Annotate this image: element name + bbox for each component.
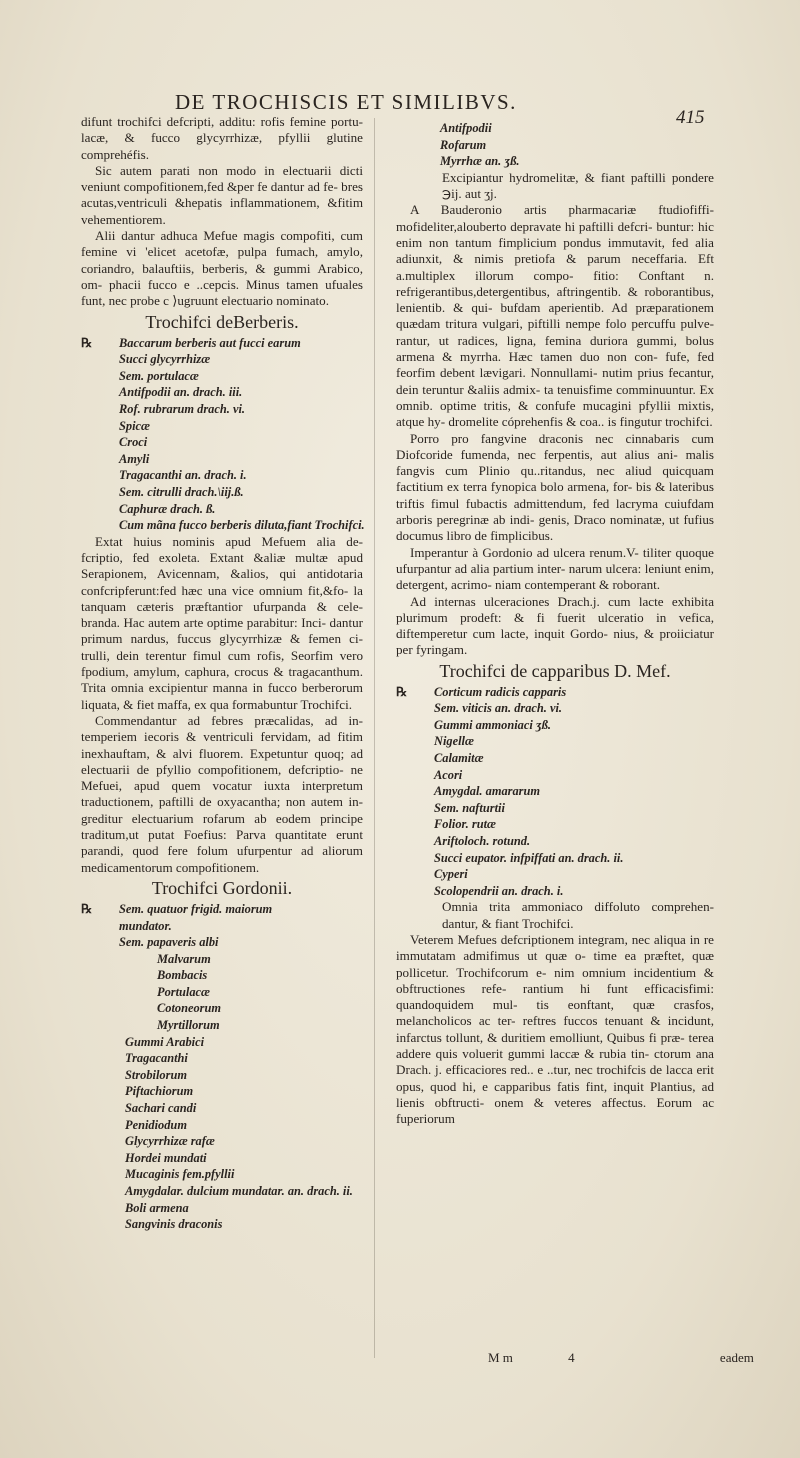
ingredient: Succi glycyrrhizæ xyxy=(119,352,211,367)
recipe-list xyxy=(81,901,363,1034)
ingredient: Tragacanthi xyxy=(125,1051,188,1066)
ingredient: Sem. citrulli drach.\iij.ß. xyxy=(119,484,244,499)
ingredient: Sem. portulacæ xyxy=(119,368,199,383)
paragraph: Veterem Mefues defcriptionem integram, nec aliqua in re immutatam admifimus ut quæ o- time ea præftet, quæ pollicetur. Trochifcorum e- nim omnium incidentium & obftructiones refe- rantium hi funt efficacisfimi: quandoquidem mul- tis eonftant, quæ crasfos, melancholicos ac ter- reftres fuccos tenuant & incidunt, infarctus tollunt, & duritiem emolliunt, Quibus fi præ- terea addere quis voluerit gummi laccæ & rubia tin- ctorum ana Drach. j. efficaciores red.. e ..tur, nec trochifcis de lacca erit opus, quod hi, e capparibus fatis fint, inquit Plantius, ad lienis obftructi- onem & veteres affectus. Eorum ac fuperiorum xyxy=(396,932,714,1127)
ingredient: Gummi ammoniaci ʒß. xyxy=(434,717,552,732)
signature-mark: M m xyxy=(488,1350,513,1365)
ingredient: Folior. rutæ xyxy=(434,817,496,832)
ingredient: Mucaginis fem.pfyllii xyxy=(125,1167,235,1182)
ingredient: Croci xyxy=(119,435,148,450)
paragraph: Alii dantur adhuca Mefue magis compofiti, cum femine vi 'elicet acetofæ, pulpa fumach, amylo, coriandro, balauftiis, berberis, & gummi Arabico, om- phacii fucco e ..cepcis. Minus tamen ufuales funt, nec probe c ⟩ugruunt electuario nominato. xyxy=(81,228,363,309)
recipe-icon: ℞ xyxy=(396,684,408,699)
paragraph: Extat huius nominis apud Mefuem alia de- fcriptio, fed exoleta. Extant &aliæ multæ apud Serapionem, Avicennam, &alios, qui antidotaria confcripferunt:fed hæc una vice omnium fit,&fo- la tanquam cæteris præftantior ufurpanda & cele- branda. Hac autem arte optime parabitur: Inci- dantur primum nardus, fuccus glycyrrhizæ & femen ci- trulli, dein terentur fimul cum rofis, Seorfim vero fpodium, amylum, caphura, crocus & tragacanthum. Trita omnia excipientur manna in fucco berberorum liquata, & fiet maffa, ex qua formabuntur Trochifci. xyxy=(81,533,363,712)
ingredient: Bombacis xyxy=(157,968,208,983)
paragraph: Imperantur à Gordonio ad ulcera renum.V- tiliter quoque ufurpantur ad alia partium inter- narum ulcera: leniunt enim, detergent, acrimo- niam contemperant & roborant. xyxy=(396,544,714,593)
ingredient: Ariftoloch. rotund. xyxy=(434,834,531,849)
ingredient: Rof. rubrarum drach. vi. xyxy=(119,401,245,416)
ingredient: Spicæ xyxy=(119,418,150,433)
section-title: Trochifci deBerberis. xyxy=(145,311,299,332)
catchword: eadem xyxy=(719,1350,754,1365)
recipe-icon: ℞ xyxy=(81,901,93,916)
ingredient: Nigellæ xyxy=(434,734,474,749)
column-divider xyxy=(374,118,375,1358)
ingredient: Malvarum xyxy=(157,951,211,966)
ingredient: Gummi Arabici xyxy=(125,1034,205,1049)
paragraph: Porro pro fangvine draconis nec cinnabaris cum Diofcoride fumenda, nec ferpentis, aut alius ani- malis fangvis cum Plinio qu..ritandus, nec aliud quicquam factitium ex terra fynopica bolo armena, for- bis & lateribus triftis fimul fubactis admittendum, fed lacryma cuiufdam arboris peregrinæ ab indi- genis, Draco nominatæ, ut fufius documus libro de fimplicibus. xyxy=(396,430,714,544)
ingredient: ℞ Baccarum berberis aut fucci earum xyxy=(81,335,301,350)
ingredient: mundator. xyxy=(119,918,172,933)
paragraph: Ad internas ulceraciones Drach.j. cum lacte exhibita plurimum prodeft: & fi fuerit ulceratio in vefica, diftemperetur cum lacte, inquit Gordo- nius, & proiiciatur per fyringam. xyxy=(396,593,714,658)
signature-number: 4 xyxy=(568,1350,575,1365)
running-title: DE TROCHISCIS ET SIMILIBVS. xyxy=(175,90,517,114)
ingredient: Amygdalar. dulcium mundatar. an. drach. ii. xyxy=(125,1184,353,1199)
ingredient: Sem. viticis an. drach. vi. xyxy=(434,701,563,716)
ingredient: Rofarum xyxy=(440,137,487,152)
ingredient: ℞ Corticum radicis capparis xyxy=(396,684,567,699)
ingredient: Antifpodii an. drach. iii. xyxy=(119,385,243,400)
paragraph: A Bauderonio artis pharmacariæ ftudiofiffi- mofideliter,alouberto depravate hi paftilli defcri- buntur: hic enim non tantum fimplicium pondus immutavit, fed alia adiunxit, & nimis pretiofa & parum neceffaria. Eft a.multiplex illorum compo- fitio: Conftant n. refrigerantibus,detergentibus, aftringentib. & roborantibus, lenientib. & qui- bufdam aperientib. Ad præparationem quædam tritura vulgari, piftilli nempe folo percuffu pulve- rantur, ut radices, ligna, femina duriora gummi, bolus armena & myrrha. Hæc tamen duo non con- fufe, fed feorfim debent lævigari. Nonnullami- nutim prius fecantur, dein teruntur &aliis admix- ta tenuisfime comminuuntur. Ex omnib. optime tritis, & confufe mucagini pfyllii mixtis, atque hy- dromelite cóprehenfis & coa.. is fingutur trochifci. xyxy=(396,202,714,430)
ingredient: Myrrhæ an. ʒß. xyxy=(440,154,520,169)
recipe-list xyxy=(396,120,714,170)
ingredient: Cotoneorum xyxy=(157,1001,222,1016)
ingredient: Cum mãna fucco berberis diluta,fiant Trochifci. xyxy=(119,518,365,533)
ingredient: Sem. papaveris albi xyxy=(119,935,219,950)
ingredient: ℞ Sem. quatuor frigid. maiorum xyxy=(81,901,273,916)
ingredient: Piftachiorum xyxy=(125,1084,194,1099)
ingredient: Hordei mundati xyxy=(125,1150,207,1165)
ingredient: Amygdal. amararum xyxy=(434,784,541,799)
ingredient: Amyli xyxy=(119,451,150,466)
ingredient: Tragacanthi an. drach. i. xyxy=(119,468,247,483)
ingredient: Boli armena xyxy=(125,1200,189,1215)
ingredient: Portulacæ xyxy=(157,984,211,999)
ingredient: Sem. nafturtii xyxy=(434,800,505,815)
ingredient: Antifpodii xyxy=(440,121,492,135)
ingredient: Strobilorum xyxy=(125,1067,187,1082)
ingredient: Glycyrrhizæ rafæ xyxy=(125,1134,215,1149)
recipe-list xyxy=(81,335,363,534)
page-footer xyxy=(488,1350,754,1366)
ingredient: Cyperi xyxy=(434,867,468,882)
recipe-icon: ℞ xyxy=(81,335,93,350)
paragraph: difunt trochifci defcripti, additu: rofis femine portu- lacæ, & fucco glycyrrhizæ, pfyllii glutine comprehéfis. xyxy=(81,114,363,162)
ingredient: Myrtillorum xyxy=(157,1018,220,1033)
paragraph: Omnia trita ammoniaco diffoluto comprehen- dantur, & fiant Trochifci. xyxy=(442,899,714,931)
ingredient: Succi eupator. infpiffati an. drach. ii. xyxy=(434,850,624,865)
ingredient: Calamitæ xyxy=(434,751,484,766)
right-column xyxy=(396,120,714,1128)
ingredient: Acori xyxy=(434,767,463,782)
ingredient: Sangvinis draconis xyxy=(125,1217,223,1232)
ingredient: Caphuræ drach. ß. xyxy=(119,501,216,516)
section-title: Trochifci de capparibus D. Mef. xyxy=(439,660,671,681)
ingredient: Sachari candi xyxy=(125,1101,197,1116)
paragraph: Commendantur ad febres præcalidas, ad in- temperiem iecoris & ventriculi fervidam, ad fitim inexhauftam, & alvi fluorem. Expetuntur quoq; ad electuarii de pfyllio compofitionem, defcriptio- ne Mefuei, apud quem vocatur iuxta interpretum traductionem, paftilli de oxyacantha; non autem in- greditur electuarium rofarum ab eodem principe traditum,ut putat Foefius: Parva quantitate erunt parandi, quod fere folum ufurpentur ad aliorum medicamentorum compofitionem. xyxy=(81,712,363,875)
ingredient: Scolopendrii an. drach. i. xyxy=(434,883,564,898)
recipe-list xyxy=(396,684,714,900)
paragraph: Sic autem parati non modo in electuarii dicti veniunt compofitionem,fed &per fe dantur ad fe- bres acutas,ventriculi &hepatis inflammationem, &fitim vehementiorem. xyxy=(81,162,363,227)
ingredient: Penidiodum xyxy=(125,1117,187,1132)
left-column xyxy=(81,114,363,1233)
recipe-list xyxy=(81,1034,363,1233)
paragraph: Excipiantur hydromelitæ, & fiant paftilli pondere ℈ij. aut ʒj. xyxy=(442,169,714,202)
page-number: 415 xyxy=(676,107,705,128)
section-title: Trochifci Gordonii. xyxy=(151,877,293,898)
